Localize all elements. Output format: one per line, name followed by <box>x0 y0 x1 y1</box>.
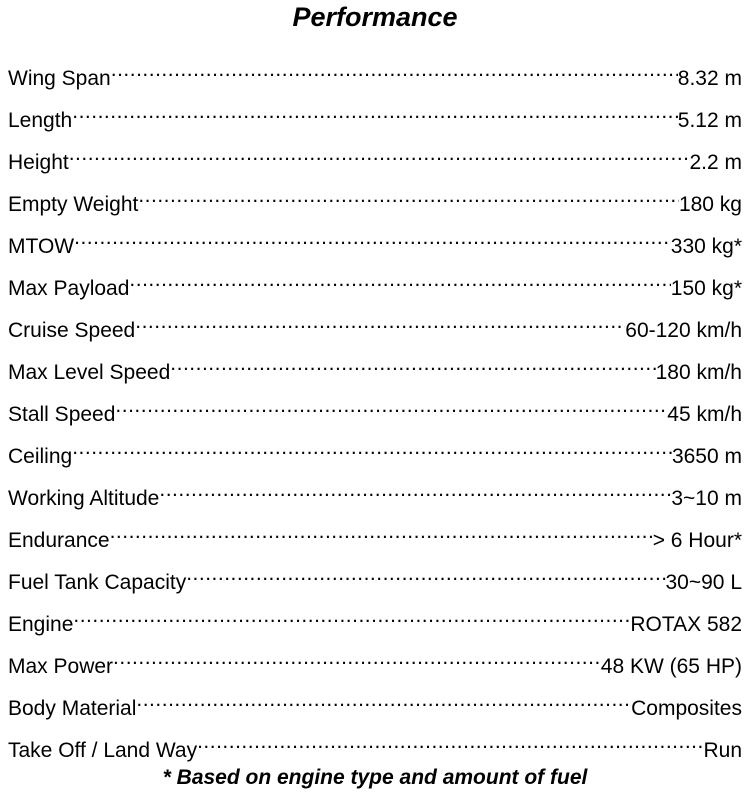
spec-row <box>8 727 742 769</box>
spec-label: Stall Speed <box>8 403 116 426</box>
spec-row <box>8 433 742 475</box>
spec-row <box>8 685 742 727</box>
spec-label: Max Level Speed <box>8 361 171 384</box>
spec-row <box>8 97 742 139</box>
spec-row <box>8 181 742 223</box>
dot-leader <box>72 433 672 463</box>
spec-value: 180 kg <box>678 193 742 216</box>
spec-label: Height <box>8 151 69 174</box>
spec-label: Working Altitude <box>8 487 160 510</box>
spec-value: 8.32 m <box>677 67 742 90</box>
spec-label: Body Material <box>8 697 137 720</box>
spec-row <box>8 265 742 307</box>
spec-list <box>8 55 742 769</box>
spec-value: 60-120 km/h <box>625 319 742 342</box>
spec-label: Empty Weight <box>8 193 139 216</box>
spec-label: Ceiling <box>8 445 73 468</box>
spec-label: MTOW <box>8 235 75 258</box>
spec-value: > 6 Hour* <box>652 529 742 552</box>
spec-value: 2.2 m <box>689 151 742 174</box>
spec-value: 30~90 L <box>665 571 742 594</box>
dot-leader <box>170 349 655 379</box>
dot-leader <box>74 223 671 253</box>
spec-value: ROTAX 582 <box>630 613 742 636</box>
dot-leader <box>197 727 703 757</box>
spec-row <box>8 349 742 391</box>
dot-leader <box>115 391 667 421</box>
dot-leader <box>72 97 678 127</box>
spec-label: Fuel Tank Capacity <box>8 571 187 594</box>
spec-row <box>8 55 742 97</box>
spec-value: Run <box>703 739 742 762</box>
spec-row <box>8 643 742 685</box>
spec-row <box>8 391 742 433</box>
spec-row <box>8 601 742 643</box>
spec-value: Composites <box>631 697 742 720</box>
spec-row <box>8 139 742 181</box>
spec-value: 150 kg* <box>670 277 742 300</box>
page-title: Performance <box>292 2 458 32</box>
spec-label: Take Off / Land Way <box>8 739 198 762</box>
dot-leader <box>136 685 631 715</box>
spec-row <box>8 307 742 349</box>
dot-leader <box>113 643 601 673</box>
spec-label: Engine <box>8 613 74 636</box>
spec-value: 330 kg* <box>670 235 742 258</box>
spec-value: 45 km/h <box>667 403 742 426</box>
spec-label: Wing Span <box>8 67 111 90</box>
spec-row <box>8 223 742 265</box>
spec-row <box>8 517 742 559</box>
dot-leader <box>138 181 679 211</box>
spec-label: Max Payload <box>8 277 130 300</box>
spec-value: 48 KW (65 HP) <box>600 655 742 678</box>
dot-leader <box>135 307 625 337</box>
dot-leader <box>186 559 665 589</box>
spec-value: 5.12 m <box>677 109 742 132</box>
spec-row <box>8 559 742 601</box>
spec-label: Length <box>8 109 73 132</box>
spec-row <box>8 475 742 517</box>
dot-leader <box>111 55 678 85</box>
spec-label: Cruise Speed <box>8 319 136 342</box>
spec-label: Max Power <box>8 655 114 678</box>
dot-leader <box>69 139 690 169</box>
spec-value: 180 km/h <box>655 361 742 384</box>
spec-value: 3~10 m <box>671 487 742 510</box>
dot-leader <box>110 517 653 547</box>
dot-leader <box>73 601 630 631</box>
dot-leader <box>129 265 670 295</box>
spec-value: 3650 m <box>671 445 742 468</box>
dot-leader <box>159 475 671 505</box>
spec-label: Endurance <box>8 529 110 552</box>
footnote: * Based on engine type and amount of fuel <box>162 766 588 789</box>
